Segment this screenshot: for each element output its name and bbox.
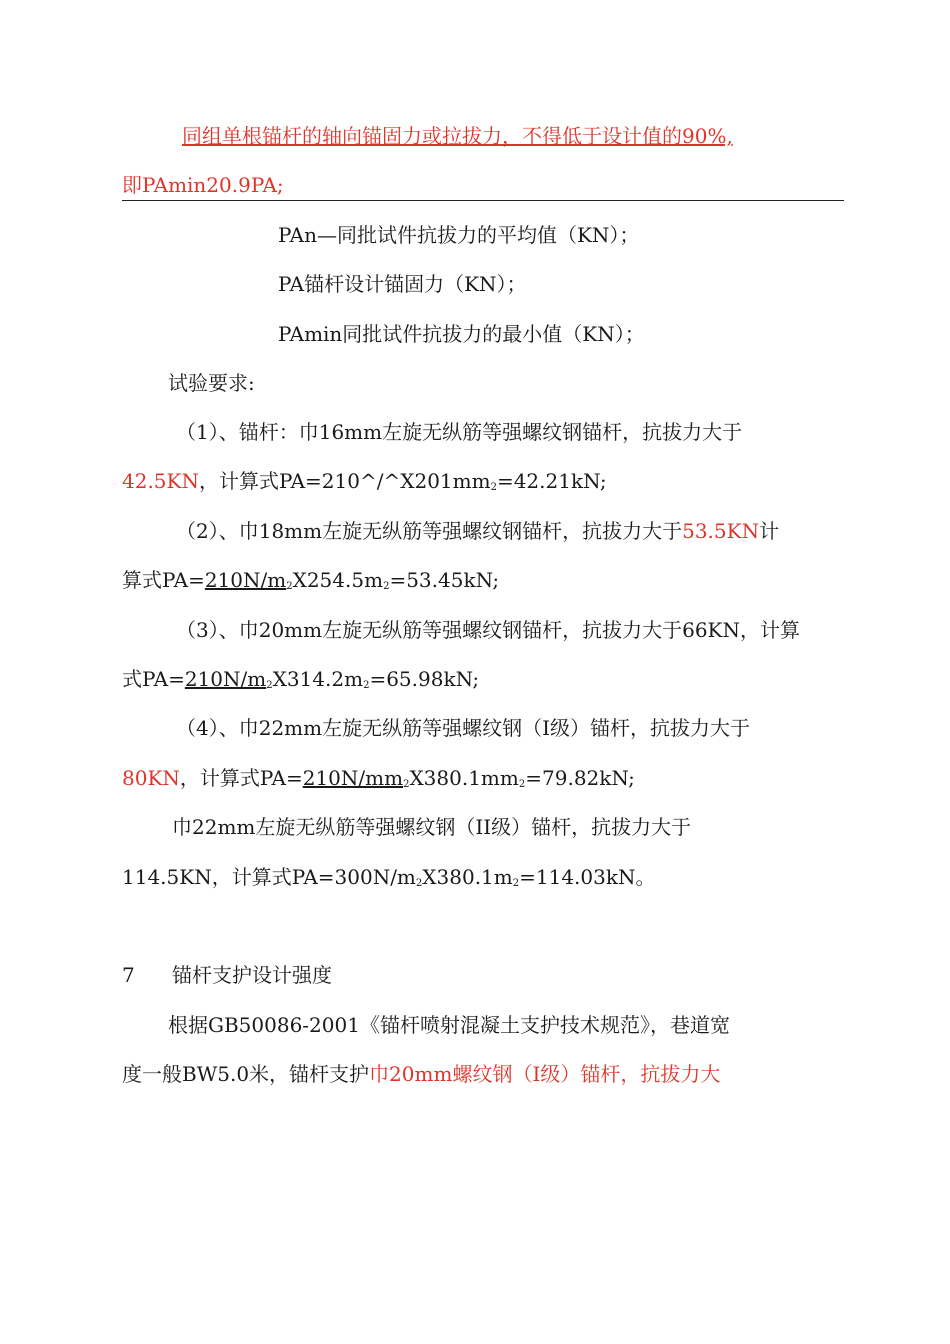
- req4-formula-b: X380.1mm: [409, 766, 519, 790]
- req1-result: =42.21kN;: [496, 469, 607, 493]
- section-paragraph-text: 度一般BW5.0米，锚杆支护: [122, 1062, 370, 1086]
- req1-line2: [122, 467, 607, 502]
- req1-formula: ，计算式PA=210^/^X201mm: [198, 469, 491, 493]
- section-number: 7: [122, 963, 135, 987]
- req1-value: 42.5KN: [122, 469, 199, 493]
- req3-line1: （3）、巾20mm左旋无纵筋等强螺纹钢锚杆，抗拔力大于66KN，计算: [176, 618, 800, 642]
- req5-result: =114.03kN。: [519, 865, 656, 889]
- req2-formula-b: X254.5m: [292, 568, 384, 592]
- req4-result: =79.82kN;: [525, 766, 635, 790]
- req4-formula-u: $210N/mm_2$: [302, 766, 410, 790]
- req1-sub: 2: [490, 482, 497, 493]
- req2-text: （2）、巾18mm左旋无纵筋等强螺纹钢锚杆，抗拔力大于: [176, 519, 683, 543]
- req4-formula-a: ，计算式PA=: [179, 766, 303, 790]
- req5-sub2: 2: [512, 878, 520, 889]
- req3-line2: [122, 665, 479, 700]
- header-line-2: 即PAmin20.9PA;: [122, 173, 284, 197]
- section-title: 锚杆支护设计强度: [172, 963, 332, 987]
- requirements-heading: 试验要求:: [168, 371, 255, 395]
- def-pa: PA锚杆设计锚固力（KN）；: [278, 272, 527, 296]
- def-pamin: PAmin同批试件抗拔力的最小值（KN）；: [278, 322, 645, 346]
- req3-formula-b: X314.2m: [272, 667, 364, 691]
- req3-formula-a: 式PA=: [122, 667, 185, 691]
- req3-formula-u: $210N/m_2$: [184, 667, 273, 691]
- req2-value: 53.5KN: [682, 519, 760, 543]
- header-line-1: 同组单根锚杆的轴向锚固力或拉拔力，不得低于设计值的90%,: [182, 124, 733, 148]
- req3-sub2: 2: [363, 680, 370, 691]
- def-pan: PAn—同批试件抗拔力的平均值（KN）；: [278, 223, 640, 247]
- req2-result: =53.45kN;: [389, 568, 500, 592]
- section-paragraph-line2: [122, 1060, 720, 1088]
- req1-line1: （1）、锚杆：巾16mm左旋无纵筋等强螺纹钢锚杆，抗拔力大于: [176, 420, 743, 444]
- req4-line2: [122, 764, 635, 799]
- req2-sub2: 2: [383, 581, 390, 592]
- section-paragraph-line1: 根据GB50086-2001《锚杆喷射混凝土支护技术规范》，巷道宽: [168, 1013, 730, 1037]
- req3-result: =65.98kN;: [369, 667, 480, 691]
- horizontal-rule: [122, 200, 844, 201]
- section-paragraph-red: 巾20mm螺纹钢（I级）锚杆，抗拔力大: [369, 1062, 721, 1086]
- req4-sub2: 2: [518, 779, 526, 790]
- req5-line2: [122, 863, 655, 898]
- req5-sub1: 2: [415, 878, 423, 889]
- req2-line1: [176, 517, 779, 545]
- req4-value: 80KN: [122, 766, 180, 790]
- req2-line2: [122, 566, 499, 601]
- req2-formula-a: 算式PA=: [122, 568, 205, 592]
- req2-formula-u: $210N/m_2$: [204, 568, 293, 592]
- req2-text-tail: 计: [759, 519, 780, 543]
- req5-formula-b: X380.1m: [422, 865, 513, 889]
- req5-line1: 巾22mm左旋无纵筋等强螺纹钢（II级）锚杆，抗拔力大于: [172, 815, 692, 839]
- req4-line1: （4）、巾22mm左旋无纵筋等强螺纹钢（I级）锚杆，抗拔力大于: [176, 716, 751, 740]
- req5-formula-a: 114.5KN，计算式PA=300N/m: [122, 865, 416, 889]
